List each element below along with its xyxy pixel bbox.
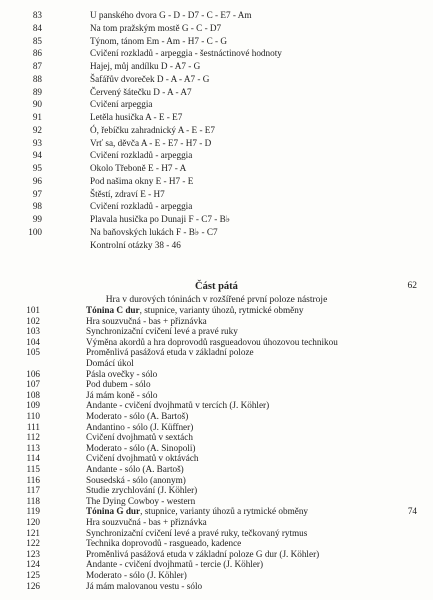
entry-text: Moderato - sólo (A. Bartoš): [86, 411, 189, 421]
entry-number: 101: [26, 305, 40, 315]
entry-text: Cvičení rozkladů - arpeggia: [90, 150, 193, 161]
entry-text: Sousedská - sólo (anonym): [86, 474, 186, 485]
entry-text: Hajej, můj andílku D - A7 - G: [90, 61, 201, 71]
toc-entry: [0, 98, 433, 110]
entry-text: Červený šátečku D - A - A7: [90, 86, 192, 97]
entry-number: 88: [32, 73, 42, 84]
entry-text: The Dying Cowboy - western: [86, 495, 196, 506]
entry-text: Technika doprovodů - rasgueado, kadence: [86, 538, 242, 549]
entry-title: [90, 47, 282, 59]
entry-text: Cvičení rozkladů - arpeggia - šestnáctinové hodnoty: [90, 48, 282, 59]
entry-text: Vrť sa, děvča A - E - E7 - H7 - D: [90, 137, 212, 148]
section-page-number: 62: [407, 281, 417, 291]
entry-number: 83: [32, 10, 42, 20]
entry-number: 113: [26, 442, 40, 453]
entry-number: 105: [26, 347, 40, 358]
toc-entry: [0, 47, 433, 59]
entry-number: 98: [32, 201, 42, 212]
entry-number: 106: [26, 368, 40, 379]
entry-title: [90, 9, 252, 21]
entry-number: 86: [32, 48, 42, 59]
entry-number: 95: [32, 163, 42, 173]
entry-number: 99: [32, 214, 42, 224]
entry-text: Letěla husička A - E - E7: [90, 112, 183, 122]
entry-text: Já mám malovanou vestu - sólo: [86, 580, 203, 591]
toc-entry: [0, 22, 433, 34]
entry-number: 92: [32, 124, 42, 135]
entry-number: 120: [26, 517, 40, 527]
entry-number: 114: [26, 453, 40, 464]
entry-text: Synchronizační cvičení levé a pravé ruky: [86, 326, 238, 337]
entry-number: 111: [26, 421, 40, 432]
entry-text: Proměnlivá pasážová etuda v základní poloze: [86, 347, 254, 358]
toc-entry: [0, 137, 433, 149]
entry-title: [90, 60, 200, 72]
entry-number: 94: [32, 150, 42, 161]
toc-entry: [0, 60, 433, 72]
section-title: Část pátá: [195, 281, 238, 292]
entry-text: Moderato - sólo (J. Köhler): [86, 570, 187, 580]
entry-number: 118: [26, 495, 40, 506]
toc-entry: [0, 124, 433, 136]
entry-text: Výměna akordů a hra doprovodů rasgueadovou úhozovou technikou: [86, 336, 338, 347]
entry-title: [90, 86, 192, 98]
entry-title: [90, 162, 186, 174]
toc-entry: [0, 188, 433, 200]
entry-text: Cvičení dvojhmatů v sextách: [86, 432, 193, 443]
toc-entry: [0, 73, 433, 85]
entry-number: 115: [26, 464, 40, 474]
entry-title: [90, 35, 227, 47]
entry-number: 96: [32, 175, 42, 186]
entry-title: [90, 124, 215, 136]
toc-entry: [0, 200, 433, 212]
entry-text: Domácí úkol: [86, 358, 134, 368]
entry-number: 122: [26, 538, 40, 549]
section-subtitle: Hra v durových tóninách v rozšířené první poloze nástroje: [105, 295, 328, 305]
entry-number: 87: [32, 61, 42, 71]
entry-text: Cvičení arpeggia: [90, 99, 153, 110]
toc-entry: [0, 580, 433, 592]
entry-text: Andante - cvičení dvojhmatů v tercích (J. Köhler): [86, 400, 270, 411]
entry-text: Andantino - sólo (J. Küffner): [86, 421, 194, 432]
entry-number: 126: [26, 580, 40, 591]
toc-entry: [0, 239, 433, 251]
entry-number: 97: [32, 188, 42, 199]
toc-entry: [0, 149, 433, 161]
entry-key-heading: Tónina C dur: [86, 305, 140, 315]
entry-title: [90, 149, 192, 161]
entry-number: 125: [26, 570, 40, 580]
toc-entry: [0, 175, 433, 187]
entry-text: Kontrolní otázky 38 - 46: [90, 239, 181, 250]
entry-page-number: 74: [407, 506, 417, 517]
entry-text: Cvičení rozkladů - arpeggia: [90, 201, 193, 212]
entry-text: Štěstí, zdraví E - H7: [90, 188, 165, 199]
entry-text: Pod dubem - sólo: [86, 379, 151, 390]
entry-number: 123: [26, 548, 40, 559]
entry-number: 116: [26, 474, 40, 485]
toc-entry: [0, 213, 433, 225]
entry-title: [90, 137, 211, 149]
entry-text: Pásla ovečky - sólo: [86, 368, 158, 379]
entry-text: Na tom pražským mostě G - C - D7: [90, 22, 222, 33]
entry-title: [90, 226, 218, 238]
entry-text: Andante - cvičení dvojhmatů - tercie (J. Köhler): [86, 559, 264, 570]
entry-number: 90: [32, 99, 42, 110]
entry-text: U panského dvora G - D - D7 - C - E7 - Am: [90, 10, 252, 20]
entry-text: Synchronizační cvičení levé a pravé ruky, tečkovaný rytmus: [86, 527, 308, 538]
toc-entry: [0, 111, 433, 123]
entry-text: Šafářův dvoreček D - A - A7 - G: [90, 73, 210, 84]
entry-number: 124: [26, 559, 40, 570]
entry-text: Pod našima okny E - H7 - E: [90, 175, 194, 186]
entry-title: [90, 22, 221, 34]
entry-number: 121: [26, 527, 40, 538]
entry-number: 103: [26, 326, 40, 337]
entry-number: 89: [32, 86, 42, 97]
toc-entry: [0, 9, 433, 21]
entry-text: , stupnice, varianty úhozů a rytmické obměny: [140, 506, 309, 517]
entry-title: [90, 111, 182, 123]
entry-text: Hra souzvučná - bas + přiznávka: [86, 315, 207, 326]
entry-text: Andante - sólo (A. Bartoš): [86, 464, 184, 474]
entry-number: 107: [26, 379, 40, 390]
entry-text: Proměnlivá pasážová etuda v základní poloze G dur (J. Köhler): [86, 548, 320, 559]
entry-text: Na baňovských lukách F - B♭ - C7: [90, 226, 218, 237]
entry-text: Studie zrychlování (J. Köhler): [86, 485, 198, 496]
entry-title: [86, 580, 202, 592]
entry-number: 84: [32, 22, 42, 33]
entry-number: 108: [26, 389, 40, 400]
entry-text: Moderato - sólo (A. Sinopoli): [86, 442, 196, 453]
entry-title: [90, 175, 193, 187]
entry-text: Cvičení dvojhmatů v oktávách: [86, 453, 199, 464]
entry-text: Já mám koně - sólo: [86, 389, 158, 400]
entry-title: [90, 188, 165, 200]
entry-number: 100: [28, 226, 42, 237]
toc-entry: [0, 226, 433, 238]
toc-entry: [0, 86, 433, 98]
entry-text: Ó, řebíčku zahradnický A - E - E7: [90, 124, 216, 135]
entry-number: 109: [26, 400, 40, 411]
entry-number: 110: [26, 411, 40, 421]
entry-number: 91: [32, 112, 42, 122]
toc-entry: [0, 162, 433, 174]
entry-title: [90, 239, 181, 251]
entry-text: Plavala husička po Dunaji F - C7 - B♭: [90, 214, 231, 224]
entry-title: [90, 200, 192, 212]
entry-title: [90, 213, 230, 225]
entry-number: 104: [26, 336, 40, 347]
toc-entry: [0, 35, 433, 47]
entry-number: 117: [26, 485, 40, 496]
entry-number: 119: [26, 506, 40, 517]
entry-text: Okolo Třeboně E - H7 - A: [90, 163, 187, 173]
entry-text: Hra souzvučná - bas + přiznávka: [86, 517, 207, 527]
entry-title: [90, 98, 153, 110]
entry-number: 93: [32, 137, 42, 148]
entry-number: 112: [26, 432, 40, 443]
entry-title: [90, 73, 209, 85]
entry-number: 102: [26, 315, 40, 326]
entry-text: , stupnice, varianty úhozů, rytmické obměny: [139, 305, 304, 315]
entry-number: 85: [32, 35, 42, 46]
entry-key-heading: Tónina G dur: [86, 506, 141, 517]
entry-text: Týnom, tánom Em - Am - H7 - C - G: [90, 35, 228, 46]
